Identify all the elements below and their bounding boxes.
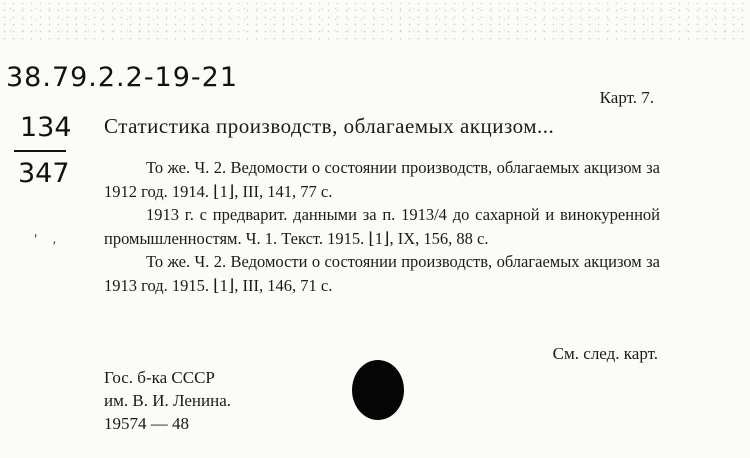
margin-marks: ' ,	[34, 232, 57, 246]
stamp-line-3: 19574 — 48	[104, 414, 189, 433]
card-title: Статистика производств, облагаемых акцизом...	[104, 114, 555, 138]
library-stamp	[104, 366, 231, 435]
punch-hole	[352, 360, 404, 420]
inventory-number-top: 134	[20, 112, 72, 143]
stamp-line-1: Гос. б-ка СССР	[104, 368, 215, 387]
entry-paragraph-3: То же. Ч. 2. Ведомости о состоянии производств, облагаемых акцизом за 1913 год. 1915. ⌊1⌋, III, 146, 71 с.	[104, 252, 660, 295]
card-number: Карт. 7.	[599, 88, 654, 107]
inventory-number-bottom: 347	[18, 158, 70, 189]
entry-paragraph-2: 1913 г. с предварит. данными за п. 1913/4 до сахарной и винокуренной промышленностям. Ч. 1. Текст. 1915. ⌊1⌋, IX, 156, 88 с.	[104, 205, 660, 248]
card-body	[104, 156, 660, 297]
stamp-line-2: им. В. И. Ленина.	[104, 391, 232, 410]
see-next-card: См. след. карт.	[552, 344, 658, 363]
paper-speckle	[0, 0, 750, 40]
entry-paragraph-1: То же. Ч. 2. Ведомости о состоянии производств, облагаемых акцизом за 1912 год. 1914. ⌊1⌋, III, 141, 77 с.	[104, 158, 660, 201]
inventory-divider	[14, 150, 66, 152]
shelf-mark: 38.79.2.2-19-21	[6, 62, 239, 93]
